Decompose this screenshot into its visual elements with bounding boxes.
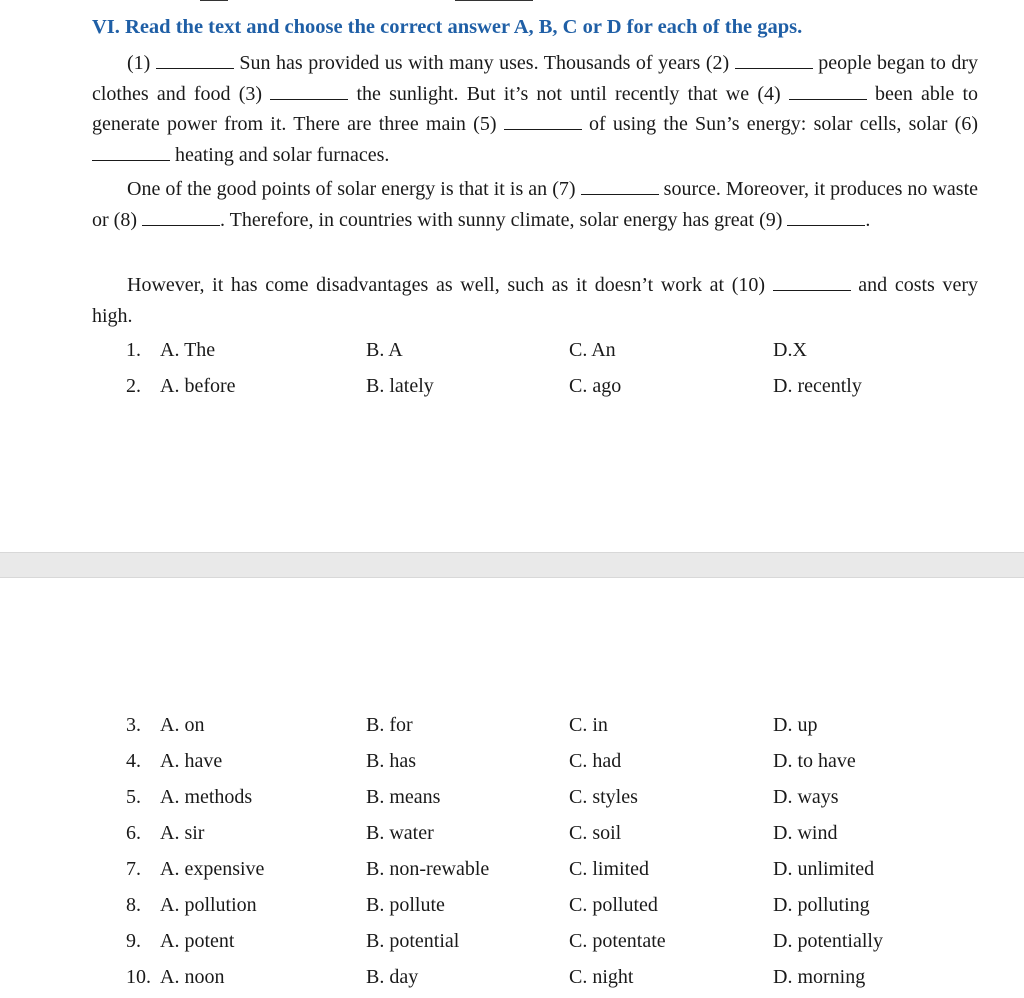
answer-blank[interactable] — [142, 209, 220, 226]
question-number: 10. — [126, 966, 151, 988]
divider — [455, 0, 533, 1]
option-d[interactable]: D. ways — [773, 786, 839, 808]
passage-text: heating and solar furnaces. — [170, 143, 390, 166]
answer-blank[interactable] — [504, 113, 582, 130]
answer-blank[interactable] — [92, 144, 170, 161]
option-d[interactable]: D. potentially — [773, 930, 883, 952]
option-d[interactable]: D. morning — [773, 966, 866, 988]
passage-text: However, it has come disadvantages as well, such as it doesn’t work at — [127, 274, 732, 296]
answer-blank[interactable] — [156, 52, 234, 69]
question-number: 7. — [126, 858, 141, 880]
exercise-heading: VI. Read the text and choose the correct answer A, B, C or D for each of the gaps. — [92, 16, 803, 38]
option-b[interactable]: B. for — [366, 714, 413, 736]
option-c[interactable]: C. styles — [569, 786, 638, 808]
option-a[interactable]: A. have — [160, 750, 223, 772]
passage-text: Sun has provided us with many uses. Thousands of years — [233, 52, 706, 74]
passage-text: . — [865, 208, 871, 231]
option-d[interactable]: D. polluting — [773, 894, 870, 916]
passage-text: the sunlight. But it’s not until recently that we — [348, 82, 758, 105]
option-c[interactable]: C. had — [569, 750, 622, 772]
option-a[interactable]: A. methods — [160, 786, 253, 808]
option-b[interactable]: B. means — [366, 786, 441, 808]
option-d[interactable]: D. to have — [773, 750, 856, 772]
question-row — [0, 854, 1024, 884]
question-number: 1. — [126, 339, 141, 361]
option-c[interactable]: C. An — [569, 339, 616, 361]
option-b[interactable]: B. non-rewable — [366, 858, 490, 880]
option-a[interactable]: A. before — [160, 375, 236, 397]
passage-text: and costs very high. — [92, 274, 978, 327]
question-row — [0, 746, 1024, 776]
option-d[interactable]: D.X — [773, 339, 807, 361]
gap-number: (1) — [127, 52, 151, 74]
answer-blank[interactable] — [787, 209, 865, 226]
gap-number: (2) — [705, 52, 730, 74]
option-b[interactable]: B. A — [366, 339, 403, 361]
option-a[interactable]: A. expensive — [160, 858, 265, 880]
gap-number: (8) — [113, 208, 137, 231]
option-b[interactable]: B. water — [366, 822, 434, 844]
question-number: 2. — [126, 375, 141, 397]
passage-text: . Therefore, in countries with sunny climate, solar energy has great — [220, 208, 760, 231]
option-b[interactable]: B. has — [366, 750, 416, 772]
passage-text: been able to generate power from it. There are three main — [92, 82, 979, 135]
gap-number: (6) — [954, 113, 978, 135]
page-break-divider — [0, 552, 1024, 578]
option-c[interactable]: C. limited — [569, 858, 649, 880]
passage-text: source. Moreover, it produces no waste or — [92, 178, 979, 231]
option-d[interactable]: D. up — [773, 714, 818, 736]
gap-number: (3) — [238, 82, 263, 105]
option-c[interactable]: C. ago — [569, 375, 622, 397]
option-a[interactable]: A. on — [160, 714, 205, 736]
question-row — [0, 890, 1024, 920]
passage-paragraph-2 — [92, 174, 978, 235]
passage-text: of using the Sun’s energy: solar cells, solar — [581, 113, 955, 135]
option-c[interactable]: C. in — [569, 714, 608, 736]
question-row — [0, 782, 1024, 812]
gap-number: (4) — [757, 82, 781, 105]
option-b[interactable]: B. lately — [366, 375, 434, 397]
option-d[interactable]: D. wind — [773, 822, 838, 844]
question-number: 3. — [126, 714, 141, 736]
answer-blank[interactable] — [581, 178, 659, 195]
passage-paragraph-1 — [92, 48, 978, 170]
option-c[interactable]: C. polluted — [569, 894, 658, 916]
answer-blank[interactable] — [789, 83, 867, 100]
option-b[interactable]: B. potential — [366, 930, 460, 952]
question-row — [0, 818, 1024, 848]
gap-number: (9) — [759, 208, 783, 231]
option-a[interactable]: A. pollution — [160, 894, 257, 916]
option-c[interactable]: C. night — [569, 966, 634, 988]
question-number: 6. — [126, 822, 141, 844]
gap-number: (5) — [473, 113, 497, 135]
option-a[interactable]: A. The — [160, 339, 216, 361]
question-number: 9. — [126, 930, 141, 952]
question-row — [0, 335, 1024, 365]
option-d[interactable]: D. unlimited — [773, 858, 875, 880]
answer-blank[interactable] — [773, 274, 851, 291]
passage-text: One of the good points of solar energy is that it is an — [127, 178, 553, 200]
gap-number: (10) — [731, 274, 766, 296]
question-row — [0, 962, 1024, 992]
passage-paragraph-3 — [92, 270, 978, 331]
question-number: 4. — [126, 750, 141, 772]
answer-blank[interactable] — [270, 83, 348, 100]
option-c[interactable]: C. potentate — [569, 930, 666, 952]
answer-blank[interactable] — [735, 52, 813, 69]
question-row — [0, 371, 1024, 401]
option-d[interactable]: D. recently — [773, 375, 862, 397]
passage-text: people began to dry clothes and food — [92, 52, 979, 105]
gap-number: (7) — [552, 178, 576, 200]
option-a[interactable]: A. sir — [160, 822, 205, 844]
option-a[interactable]: A. potent — [160, 930, 235, 952]
previous-exercise-cut-off — [200, 0, 720, 4]
question-number: 8. — [126, 894, 141, 916]
question-number: 5. — [126, 786, 141, 808]
question-row — [0, 926, 1024, 956]
option-b[interactable]: B. day — [366, 966, 419, 988]
option-a[interactable]: A. noon — [160, 966, 225, 988]
question-row — [0, 710, 1024, 740]
option-b[interactable]: B. pollute — [366, 894, 445, 916]
option-c[interactable]: C. soil — [569, 822, 622, 844]
divider — [200, 0, 228, 1]
